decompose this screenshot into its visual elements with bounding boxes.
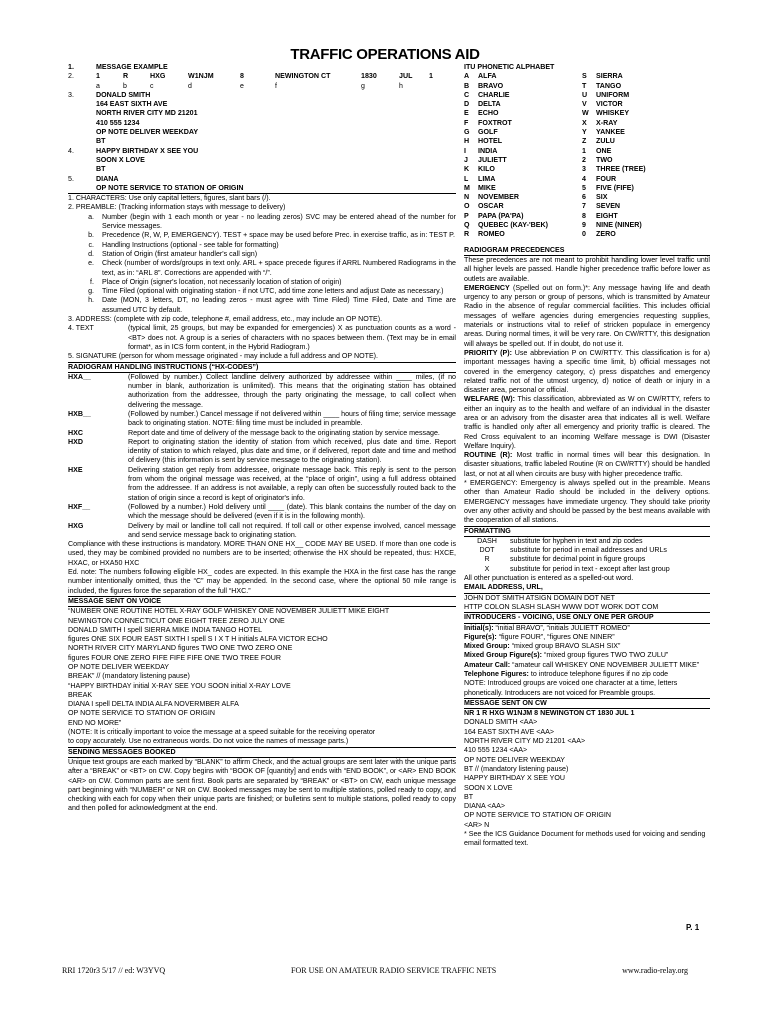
itu-word: OSCAR bbox=[478, 202, 504, 211]
introducer-row: Amateur Call: “amateur call WHISKEY ONE NOVEMBER JULIETT MIKE” bbox=[464, 660, 700, 669]
itu-word: LIMA bbox=[478, 174, 496, 183]
hx-item: HXE Delivering station get reply from addressee, originate message back. This reply is sent to the person from whom the original message was received, at the “place of origin”, using a full address obtained from the addressee. If an address is not available, a reply can often be successfully routed back to the station of origin since a record is kept of originator's info. bbox=[68, 465, 456, 502]
formatting-row: R substitute for decimal point in figure groups bbox=[484, 555, 646, 564]
itu-word: GOLF bbox=[478, 128, 498, 137]
itu-row bbox=[464, 184, 710, 193]
itu-letter: 3 bbox=[582, 165, 586, 174]
formatting-row: X substitute for period in text - except after last group bbox=[484, 564, 670, 573]
itu-word: DELTA bbox=[478, 100, 501, 109]
itu-row bbox=[464, 202, 710, 211]
itu-letter: A bbox=[464, 72, 470, 81]
itu-row bbox=[464, 109, 710, 118]
itu-word: JULIETT bbox=[478, 155, 507, 164]
preamble-part: h. Date (MON, 3 letters, DT, no leading zeros - must agree with Time Filed) Time Filed, Date and Time are assumed UTC by default. bbox=[88, 296, 456, 314]
introducer-row: Mixed Group: “mixed group BRAVO SLASH SIX” bbox=[464, 642, 621, 651]
itu-word: VICTOR bbox=[596, 100, 623, 109]
itu-letter: H bbox=[464, 137, 470, 146]
page-number: P. 1 bbox=[686, 923, 700, 932]
itu-letter: K bbox=[464, 165, 470, 174]
itu-letter: E bbox=[464, 109, 469, 118]
ics-note: * See the ICS Guidance Document for methods used for voicing and sending email formatted text. bbox=[464, 830, 706, 848]
preamble-parts bbox=[68, 213, 456, 315]
itu-word: HOTEL bbox=[478, 137, 503, 146]
footer-center: FOR USE ON AMATEUR RADIO SERVICE TRAFFIC NETS bbox=[291, 966, 497, 975]
itu-letter: X bbox=[582, 118, 587, 127]
itu-letter: 4 bbox=[582, 174, 586, 183]
itu-word: TWO bbox=[596, 155, 613, 164]
itu-word: FIVE (FIFE) bbox=[596, 183, 634, 192]
itu-word: NOVEMBER bbox=[478, 193, 519, 202]
itu-letter: S bbox=[582, 72, 587, 81]
itu-word: THREE (TREE) bbox=[596, 165, 646, 174]
itu-word: FOXTROT bbox=[478, 118, 512, 127]
itu-row bbox=[464, 193, 710, 202]
itu-letter: R bbox=[464, 230, 470, 239]
itu-row bbox=[464, 91, 710, 100]
itu-word: ZULU bbox=[596, 137, 615, 146]
itu-letter: 7 bbox=[582, 202, 586, 211]
itu-letter: J bbox=[464, 155, 468, 164]
itu-letter: L bbox=[464, 174, 469, 183]
itu-word: SIERRA bbox=[596, 72, 623, 81]
introducer-row: Initial(s): “initial BRAVO”, “initials JULIETT ROMEO” bbox=[464, 623, 630, 632]
hx-item: HXC Report date and time of delivery of the message back to the originating station by service message. bbox=[68, 428, 440, 437]
hx-codes-section bbox=[68, 363, 456, 597]
preamble-letters: a b c d e f g h bbox=[96, 82, 403, 90]
itu-row bbox=[464, 165, 710, 174]
itu-letter: C bbox=[464, 90, 470, 99]
itu-letter: D bbox=[464, 100, 470, 109]
introducers-header: INTRODUCERS - VOICING, USE ONLY ONE PER GROUP bbox=[464, 613, 710, 623]
example-heading: 1. MESSAGE EXAMPLE bbox=[68, 63, 168, 71]
itu-letter: 5 bbox=[582, 183, 586, 192]
itu-word: CHARLIE bbox=[478, 90, 510, 99]
itu-row bbox=[464, 175, 710, 184]
itu-letter: B bbox=[464, 81, 470, 90]
itu-word: ECHO bbox=[478, 109, 499, 118]
itu-letter: G bbox=[464, 128, 470, 137]
itu-letter: I bbox=[464, 146, 466, 155]
itu-word: EIGHT bbox=[596, 211, 618, 220]
itu-word: TANGO bbox=[596, 81, 622, 90]
itu-letter: O bbox=[464, 202, 470, 211]
hx-item: HXA__ (Followed by number.) Collect landline delivery authorized by addressee within ____ miles, (if no number in blank, authorization is unlimited). This means that the originating station has obtained authorization from the addressee, through the party originating the message, to call collect when delivering the message. bbox=[68, 372, 456, 409]
itu-word: QUEBEC (KAY-'BEK) bbox=[478, 221, 549, 230]
itu-word: KILO bbox=[478, 165, 495, 174]
prec-emergency: EMERGENCY (Spelled out on form.)*: Any message having life and death urgency to any person or group of persons, which is transmitted by Amateur Radio in the absence of regular commercial facilities. This includes official messages of welfare agencies during emergencies requesting supplies, materials or instructions vital to relief of stricken populace in emergency areas. During normal times, it will be very rare. On CW/RTTY, this designation will always be spelled out. If in doubt, do not use it. bbox=[464, 283, 710, 348]
itu-letter: 1 bbox=[582, 146, 586, 155]
hx-item: HXB__ (Followed by number.) Cancel message if not delivered within ____ hours of filing time; service message back to originating station. NOTE: filing time must be included in preamble. bbox=[68, 409, 456, 428]
page-title: TRAFFIC OPERATIONS AID bbox=[290, 46, 480, 63]
formatting-header: FORMATTING bbox=[464, 527, 710, 537]
itu-letter: Y bbox=[582, 128, 587, 137]
itu-word: ONE bbox=[596, 146, 612, 155]
itu-letter: 2 bbox=[582, 155, 586, 164]
introducer-row: Figure(s): “figure FOUR”, “figures ONE NINER” bbox=[464, 632, 615, 641]
itu-letter: N bbox=[464, 193, 470, 202]
hx-item: HXG Delivery by mail or landline toll call not required. If toll call or other expense involved, cancel message and send service message back to originating station. bbox=[68, 521, 456, 539]
footer-left: RRI 1720r3 5/17 // ed: W3YVQ bbox=[62, 966, 166, 975]
right-column: ITU PHONETIC ALPHABET A ALFA S SIERRA B BRAVO T TANGO C CHARLIE U UNIFORM D DELTA V VICTOR E ECHO W WHISKEY F FOXTROT X X-RAY G GOLF Y YANKEE H HOTEL Z ZULU I INDIA 1 ONE J JULIETT 2 TWO K KILO 3 THREE (TREE) L LIMA 4 FOUR M MIKE 5 FIVE (FIFE) N NOVEMBER 6 SIX O OSCAR 7 SEVEN P PAPA (PA'PA) 8 EIGHT Q QUEBEC (KAY-'BEK) 9 NINE (NINER) R ROMEO 0 ZERO RADIOGRAM PRECEDENCES These precedences are not meant to prohibit handling lower level traffic until all higher levels are passed. Handle higher precedence traffic before lower as outlets are available. EMERGENCY (Spelled out on form.)*: Any message having life and death urgency to any person or group of persons, which is transmitted by Amateur Radio in the absence of regular commercial facilities. This includes official messages of welfare agencies during emergencies requesting supplies, materials or instructions vital to relief of stricken populace in emergency areas. During normal times, it will be very rare. On CW/RTTY, this designation will always be spelled out. If in doubt, do not use it. PRIORITY (P): Use abbreviation P on CW/RTTY. This classification is for a) important messages having a specific time limit, b) official messages not covered in the emergency category, c) press dispatches and emergency related traffic not of the utmost urgency, d) notice of death or injury in a disaster area, personal or official. WELFARE (W): This classification, abbreviated as W on CW/RTTY, refers to either an inquiry as to the health and welfare of an individual in the disaster area or an advisory from the disaster area that indicates all is well. Welfare traffic is handled only after all emergency and priority traffic is cleared. The Red Cross equivalent to an incoming Welfare message is DWI (Disaster Welfare Inquiry). ROUTINE (R): Most traffic in normal times will bear this designation. In disaster situations, traffic labeled Routine (R on CW/RTTY) should be handled last, or not at all when circuits are busy with higher precedence traffic. * EMERGENCY: Emergency is always spelled out in the preamble. Means other than Amateur Radio should be included in the delivery options. EMERGENCY messages have immediate urgency. They should take priority over any other activity and should be passed by the best means available with the cooperation of all stations. FORMATTING DASH substitute for hyphen in text and zip codes DOT substitute for period in email addresses and URLs R substitute for decimal point in figure groups X substitute for period in text - except after last group All other punctuation is entered as a spelled-out word. EMAIL ADDRESS, URL, JOHN DOT SMITH ATSIGN DOMAIN DOT NET HTTP COLON SLASH SLASH WWW DOT WORK DOT COM INTRODUCERS - VOICING, USE ONLY ONE PER GROUP Initial(s): “initial BRAVO”, “initials JULIETT ROMEO” Figure(s): “figure FOUR”, “figures ONE NINER” Mixed Group: “mixed group BRAVO SLASH SIX” Mixed Group Figure(s): “mixed group figures TWO TWO ZULU” Amateur Call: “amateur call WHISKEY ONE NOVEMBER JULIETT MIKE” Telephone Figures: to introduce telephone figures if no zip code NOTE: Introduced groups are voiced one character at a time, letters phonetically. Introducers are not voiced for Preamble groups. MESSAGE SENT ON CW NR 1 R HXG W1NJM 8 NEWINGTON CT 1830 JUL 1 DONALD SMITH <AA> 164 EAST SIXTH AVE <AA> NORTH RIVER CITY MD 21201 <AA> 410 555 1234 <AA> OP NOTE DELIVER WEEKDAY BT // (mandatory listening pause) HAPPY BIRTHDAY X SEE YOU SOON X LOVE BT DIANA <AA> OP NOTE SERVICE TO STATION OF ORIGIN <AR> N * See the ICS Guidance Document for methods used for voicing and sending email formatted text. bbox=[464, 63, 710, 848]
preamble-part: c. Handling Instructions (optional - see table for formatting) bbox=[88, 240, 279, 249]
itu-word: WHISKEY bbox=[596, 109, 630, 118]
email-header: EMAIL ADDRESS, URL, bbox=[464, 583, 710, 593]
footer bbox=[62, 966, 688, 975]
hx-codes-header: RADIOGRAM HANDLING INSTRUCTIONS (“HX-CODES”) bbox=[68, 363, 456, 373]
cw-header: MESSAGE SENT ON CW bbox=[464, 699, 710, 709]
itu-letter: Z bbox=[582, 137, 587, 146]
itu-row bbox=[464, 119, 710, 128]
prec-note: * EMERGENCY: Emergency is always spelled out in the preamble. Means other than Amateur Radio should be included in the delivery options. EMERGENCY messages have immediate urgency. They should take priority over any other activity and should be passed by the best means available with the cooperation of all stations. bbox=[464, 479, 710, 526]
voice-header: MESSAGE SENT ON VOICE bbox=[68, 597, 456, 607]
prec-welfare: WELFARE (W): This classification, abbreviated as W on CW/RTTY, refers to either an inquiry as to the health and welfare of an individual in the disaster area or an advisory from the disaster area that indicates all is well. Welfare traffic is handled only after all emergency and priority traffic is cleared. The Red Cross equivalent to an incoming Welfare message is DWI (Disaster Welfare Inquiry). bbox=[464, 395, 710, 450]
preamble-part: d. Station of Origin (first amateur handler's call sign) bbox=[88, 249, 258, 258]
left-column bbox=[68, 63, 456, 814]
footer-right: www.radio-relay.org bbox=[622, 966, 688, 975]
itu-word: FOUR bbox=[596, 174, 617, 183]
text-note: 4. TEXT (typical limit, 25 groups, but may be expanded for emergencies) X as punctuation counts as a word - <BT> does not. A group is a series of characters with no spaces between them. (Text may be in email format*, as in ICS form content, in the Hybrid Radiogram.) bbox=[68, 324, 456, 351]
itu-word: SEVEN bbox=[596, 202, 621, 211]
booked-section: SENDING MESSAGES BOOKED Unique text groups are each marked by “BLANK” to affirm Check, and the actual groups are sent later with the unique parts after a “BREAK” or <BT> on CW. Copy begins with “BOOK OF [quantity] and ends with “END BOOK”, or <AR> END BOOK <AR> on CW. Common parts are sent first. Book parts are separated by “BREAK” or <BT> on CW, each unique message part beginning with “NUMBER” or NR on CW. Booked messages may be sent to multiple stations, polled ready to copy, and checking with each for copy when their unique parts are finished; or bulletins sent to multiple stations, polled ready to copy and then polled for acknowledgment at the end. bbox=[68, 747, 456, 813]
itu-row bbox=[464, 137, 710, 146]
message-notes: 1. CHARACTERS: Use only capital letters, figures, slant bars (/). 2. PREAMBLE: (Tracking information stays with message to delivery) a. Number (begin with 1 each month or year - no leading zeros) SVC may be entered ahead of the number for Service messages. b. Precedence (R, W, P, EMERGENCY). TEST + space may be used before Prec. in exercise traffic, as in: TEST P. c. Handling Instructions (optional - see table for formatting) d. Station of Origin (first amateur handler's call sign) e. Check (number of words/groups in text only. ARL + space precede figures if ARRL Numbered Radiograms in the text, as in: “ARL 8”. Corrections are appended with “/”. f. Place of Origin (signer's location, not necessarily location of station of origin) g. Time Filed (optional with originating station - if not UTC, add time zone letters and adjust Date as necessary.) h. Date (MON, 3 letters, DT, no leading zeros - must agree with Time Filed) Time Filed, Date and Time are assumed UTC by default. 3. ADDRESS: (complete with zip code, telephone #, email address, etc., may include an OP NOTE). 4. TEXT (typical limit, 25 groups, but may be expanded for emergencies) X as punctuation counts as a word - <BT> does not. A group is a series of characters with no spaces between them. (Text may be in email format*, as in ICS form content, in the Hybrid Radiogram.) 5. SIGNATURE (person for whom message originated - may include a full address and OP NOTE). bbox=[68, 194, 456, 362]
itu-word: YANKEE bbox=[596, 128, 625, 137]
prec-priority: PRIORITY (P): Use abbreviation P on CW/RTTY. This classification is for a) important messages having a specific time limit, b) official messages not covered in the emergency category, c) press dispatches and emergency related traffic not of the utmost urgency, d) notice of death or injury in a disaster area, personal or official. bbox=[464, 348, 710, 395]
formatting-row: DOT substitute for period in email addresses and URLs bbox=[479, 546, 667, 555]
itu-word: ZERO bbox=[596, 230, 616, 239]
itu-word: PAPA (PA'PA) bbox=[478, 211, 524, 220]
itu-word: UNIFORM bbox=[596, 90, 630, 99]
example-preamble: 2. 1 R HXG W1NJM 8 NEWINGTON CT 1830 JUL 1 bbox=[68, 72, 433, 81]
preamble-part: g. Time Filed (optional with originating station - if not UTC, add time zone letters and adjust Date as necessary.) bbox=[88, 287, 444, 296]
itu-header: ITU PHONETIC ALPHABET bbox=[464, 63, 555, 71]
itu-row bbox=[464, 230, 710, 239]
itu-word: ROMEO bbox=[478, 230, 505, 239]
hx-item: HXD Report to originating station the identity of station from which received, plus date and time. Report identity of station to which relayed, plus date and time, or if delivered, report date and time and method of delivery (this information is sent by service message to the originating station). bbox=[68, 437, 456, 465]
itu-word: BRAVO bbox=[478, 81, 504, 90]
itu-word: ALFA bbox=[478, 72, 497, 81]
itu-letter: M bbox=[464, 183, 470, 192]
itu-letter: 9 bbox=[582, 221, 586, 230]
itu-letter: 6 bbox=[582, 193, 586, 202]
itu-word: X-RAY bbox=[596, 118, 618, 127]
itu-letter: T bbox=[582, 81, 587, 90]
itu-letter: 0 bbox=[582, 230, 586, 239]
itu-row bbox=[464, 82, 710, 91]
precedences-header: RADIOGRAM PRECEDENCES bbox=[464, 246, 710, 256]
itu-row bbox=[464, 72, 710, 81]
formatting-row: DASH substitute for hyphen in text and zip codes bbox=[477, 536, 643, 545]
itu-letter: V bbox=[582, 100, 587, 109]
example-address: 3. DONALD SMITH 164 EAST SIXTH AVE NORTH RIVER CITY MD 21201 410 555 1234 OP NOTE DELIVER WEEKDAY BT bbox=[68, 90, 199, 146]
itu-row bbox=[464, 156, 710, 165]
introducer-row: Mixed Group Figure(s): “mixed group figures TWO TWO ZULU” bbox=[464, 651, 669, 660]
hx-compliance: Compliance with these instructions is mandatory. MORE THAN ONE HX__ CODE MAY BE USED. If more than one code is used, they may be combined provided no numbers are to be inserted; otherwise the HX should be repeated, thus: HXCE, HXAC, or HXA50 HXC bbox=[68, 540, 456, 567]
prec-routine: ROUTINE (R): Most traffic in normal times will bear this designation. In disaster situations, traffic labeled Routine (R on CW/RTTY) should be handled last, or not at all when circuits are busy with higher precedence traffic. bbox=[464, 451, 710, 478]
itu-letter: U bbox=[582, 90, 588, 99]
itu-word: NINE (NINER) bbox=[596, 221, 642, 230]
itu-row bbox=[464, 128, 710, 137]
itu-row bbox=[464, 212, 710, 221]
itu-word: SIX bbox=[596, 193, 608, 202]
introducer-row: Telephone Figures: to introduce telephone figures if no zip code bbox=[464, 670, 669, 678]
itu-row bbox=[464, 147, 710, 156]
itu-letter: W bbox=[582, 109, 589, 118]
itu-table bbox=[464, 72, 710, 239]
hx-ednote: Ed. note: The numbers following eligible HX_ codes are expected. In this example the HXA in the first case has the range number intentionally omitted, thus the “C” may be appended. In the second case, where the optional 50 mile range is included, the figures force the separation of the full “HXC.” bbox=[68, 568, 456, 597]
example-text: 4. HAPPY BIRTHDAY X SEE YOU SOON X LOVE BT bbox=[68, 146, 199, 174]
example-signature: 5. DIANA OP NOTE SERVICE TO STATION OF ORIGIN bbox=[68, 175, 456, 195]
preamble-part: b. Precedence (R, W, P, EMERGENCY). TEST + space may be used before Prec. in exercise traffic, as in: TEST P. bbox=[88, 231, 455, 240]
itu-letter: F bbox=[464, 118, 469, 127]
preamble-part: f. Place of Origin (signer's location, not necessarily location of station of origin) bbox=[90, 277, 342, 286]
itu-row bbox=[464, 100, 710, 109]
preamble-part: e. Check (number of words/groups in text only. ARL + space precede figures if ARRL Numbered Radiograms in the text, as in: “ARL 8”. Corrections are appended with “/”. bbox=[88, 259, 456, 277]
itu-letter: Q bbox=[464, 221, 470, 230]
hx-item: HXF__ (Followed by a number.) Hold delivery until ____ (date). This blank contains the number of the day on which the message should be delivered (even if it is in the following month). bbox=[68, 502, 456, 521]
itu-letter: 8 bbox=[582, 211, 586, 220]
itu-word: INDIA bbox=[478, 146, 498, 155]
preamble-part: a. Number (begin with 1 each month or year - no leading zeros) SVC may be entered ahead of the number for Service messages. bbox=[88, 212, 456, 231]
booked-header: SENDING MESSAGES BOOKED bbox=[68, 748, 456, 758]
itu-row bbox=[464, 221, 710, 230]
voice-section: MESSAGE SENT ON VOICE “NUMBER ONE ROUTINE HOTEL X-RAY GOLF WHISKEY ONE NOVEMBER JULIETT MIKE EIGHT NEWINGTON CONNECTICUT ONE EIGHT TREE ZERO JULY ONE DONALD SMITH I spell SIERRA MIKE INDIA TANGO HOTEL figures ONE SIX FOUR EAST SIXTH I spell S I X T H initials ALFA VICTOR ECHO NORTH RIVER CITY MARYLAND figures TWO ONE TWO ZERO ONE figures FOUR ONE ZERO FIFE FIFE FIFE ONE TWO TREE FOUR OP NOTE DELIVER WEEKDAY BREAK” // (mandatory listening pause) “HAPPY BIRTHDAY initial X-RAY SEE YOU SOON initial X-RAY LOVE BREAK DIANA I spell DELTA INDIA ALFA NOVERMBER ALFA OP NOTE SERVICE TO STATION OF ORIGIN END NO MORE” (NOTE: It is critically important to voice the message at a speed suitable for the receiving operator to copy accurately. Use no extraneous words. Do not voice the names of message parts.) bbox=[68, 597, 456, 748]
itu-word: MIKE bbox=[478, 183, 496, 192]
itu-letter: P bbox=[464, 211, 469, 220]
